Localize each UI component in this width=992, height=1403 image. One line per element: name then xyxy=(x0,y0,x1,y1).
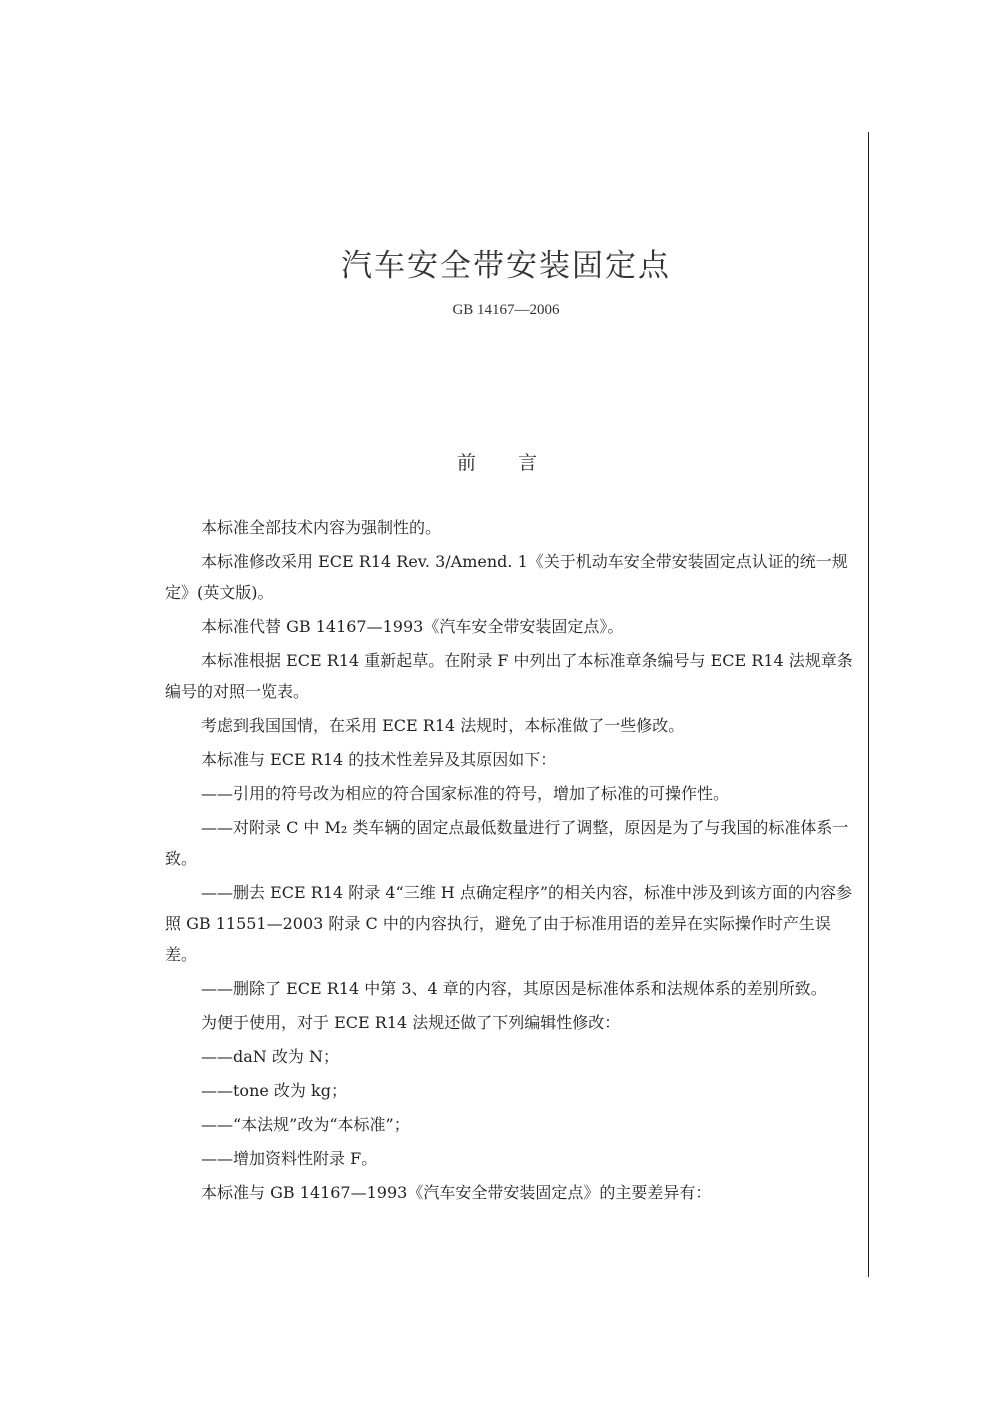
list-item: ——tone 改为 kg； xyxy=(201,1081,347,1100)
list-item: ——增加资料性附录 F。 xyxy=(201,1149,378,1168)
document-title: 汽车安全带安装固定点 xyxy=(341,248,671,284)
list-item: ——“本法规”改为“本标准”； xyxy=(201,1115,410,1134)
section-heading: 前 言 xyxy=(456,452,556,474)
paragraph: 本标准修改采用 ECE R14 Rev. 3/Amend. 1《关于机动车安全带安装固定点认证的统一规定》(英文版)。 xyxy=(165,552,848,602)
paragraph: 本标准与 ECE R14 的技术性差异及其原因如下： xyxy=(201,750,557,769)
document-body xyxy=(165,512,853,1211)
list-item: ——删除了 ECE R14 中第 3、4 章的内容，其原因是标准体系和法规体系的差别所致。 xyxy=(201,979,827,998)
paragraph: 本标准代替 GB 14167—1993《汽车安全带安装固定点》。 xyxy=(201,617,624,636)
paragraph: 本标准与 GB 14167—1993《汽车安全带安装固定点》的主要差异有： xyxy=(201,1183,712,1202)
paragraph: 本标准全部技术内容为强制性的。 xyxy=(201,518,442,537)
list-item: ——对附录 C 中 M₂ 类车辆的固定点最低数量进行了调整，原因是为了与我国的标准体系一致。 xyxy=(165,818,849,868)
list-item: ——引用的符号改为相应的符合国家标准的符号，增加了标准的可操作性。 xyxy=(201,784,730,803)
list-item: ——daN 改为 N； xyxy=(201,1047,339,1066)
paragraph: 考虑到我国国情，在采用 ECE R14 法规时，本标准做了一些修改。 xyxy=(201,716,685,735)
list-item: ——删去 ECE R14 附录 4“三维 H 点确定程序”的相关内容，标准中涉及到该方面的内容参照 GB 11551—2003 附录 C 中的内容执行，避免了由于标准用语的差异在实际操作时产生误差。 xyxy=(165,883,853,964)
paragraph: 为便于使用，对于 ECE R14 法规还做了下列编辑性修改： xyxy=(201,1013,621,1032)
paragraph: 本标准根据 ECE R14 重新起草。在附录 F 中列出了本标准章条编号与 ECE R14 法规章条编号的对照一览表。 xyxy=(165,651,853,701)
standard-code: GB 14167—2006 xyxy=(452,302,560,318)
